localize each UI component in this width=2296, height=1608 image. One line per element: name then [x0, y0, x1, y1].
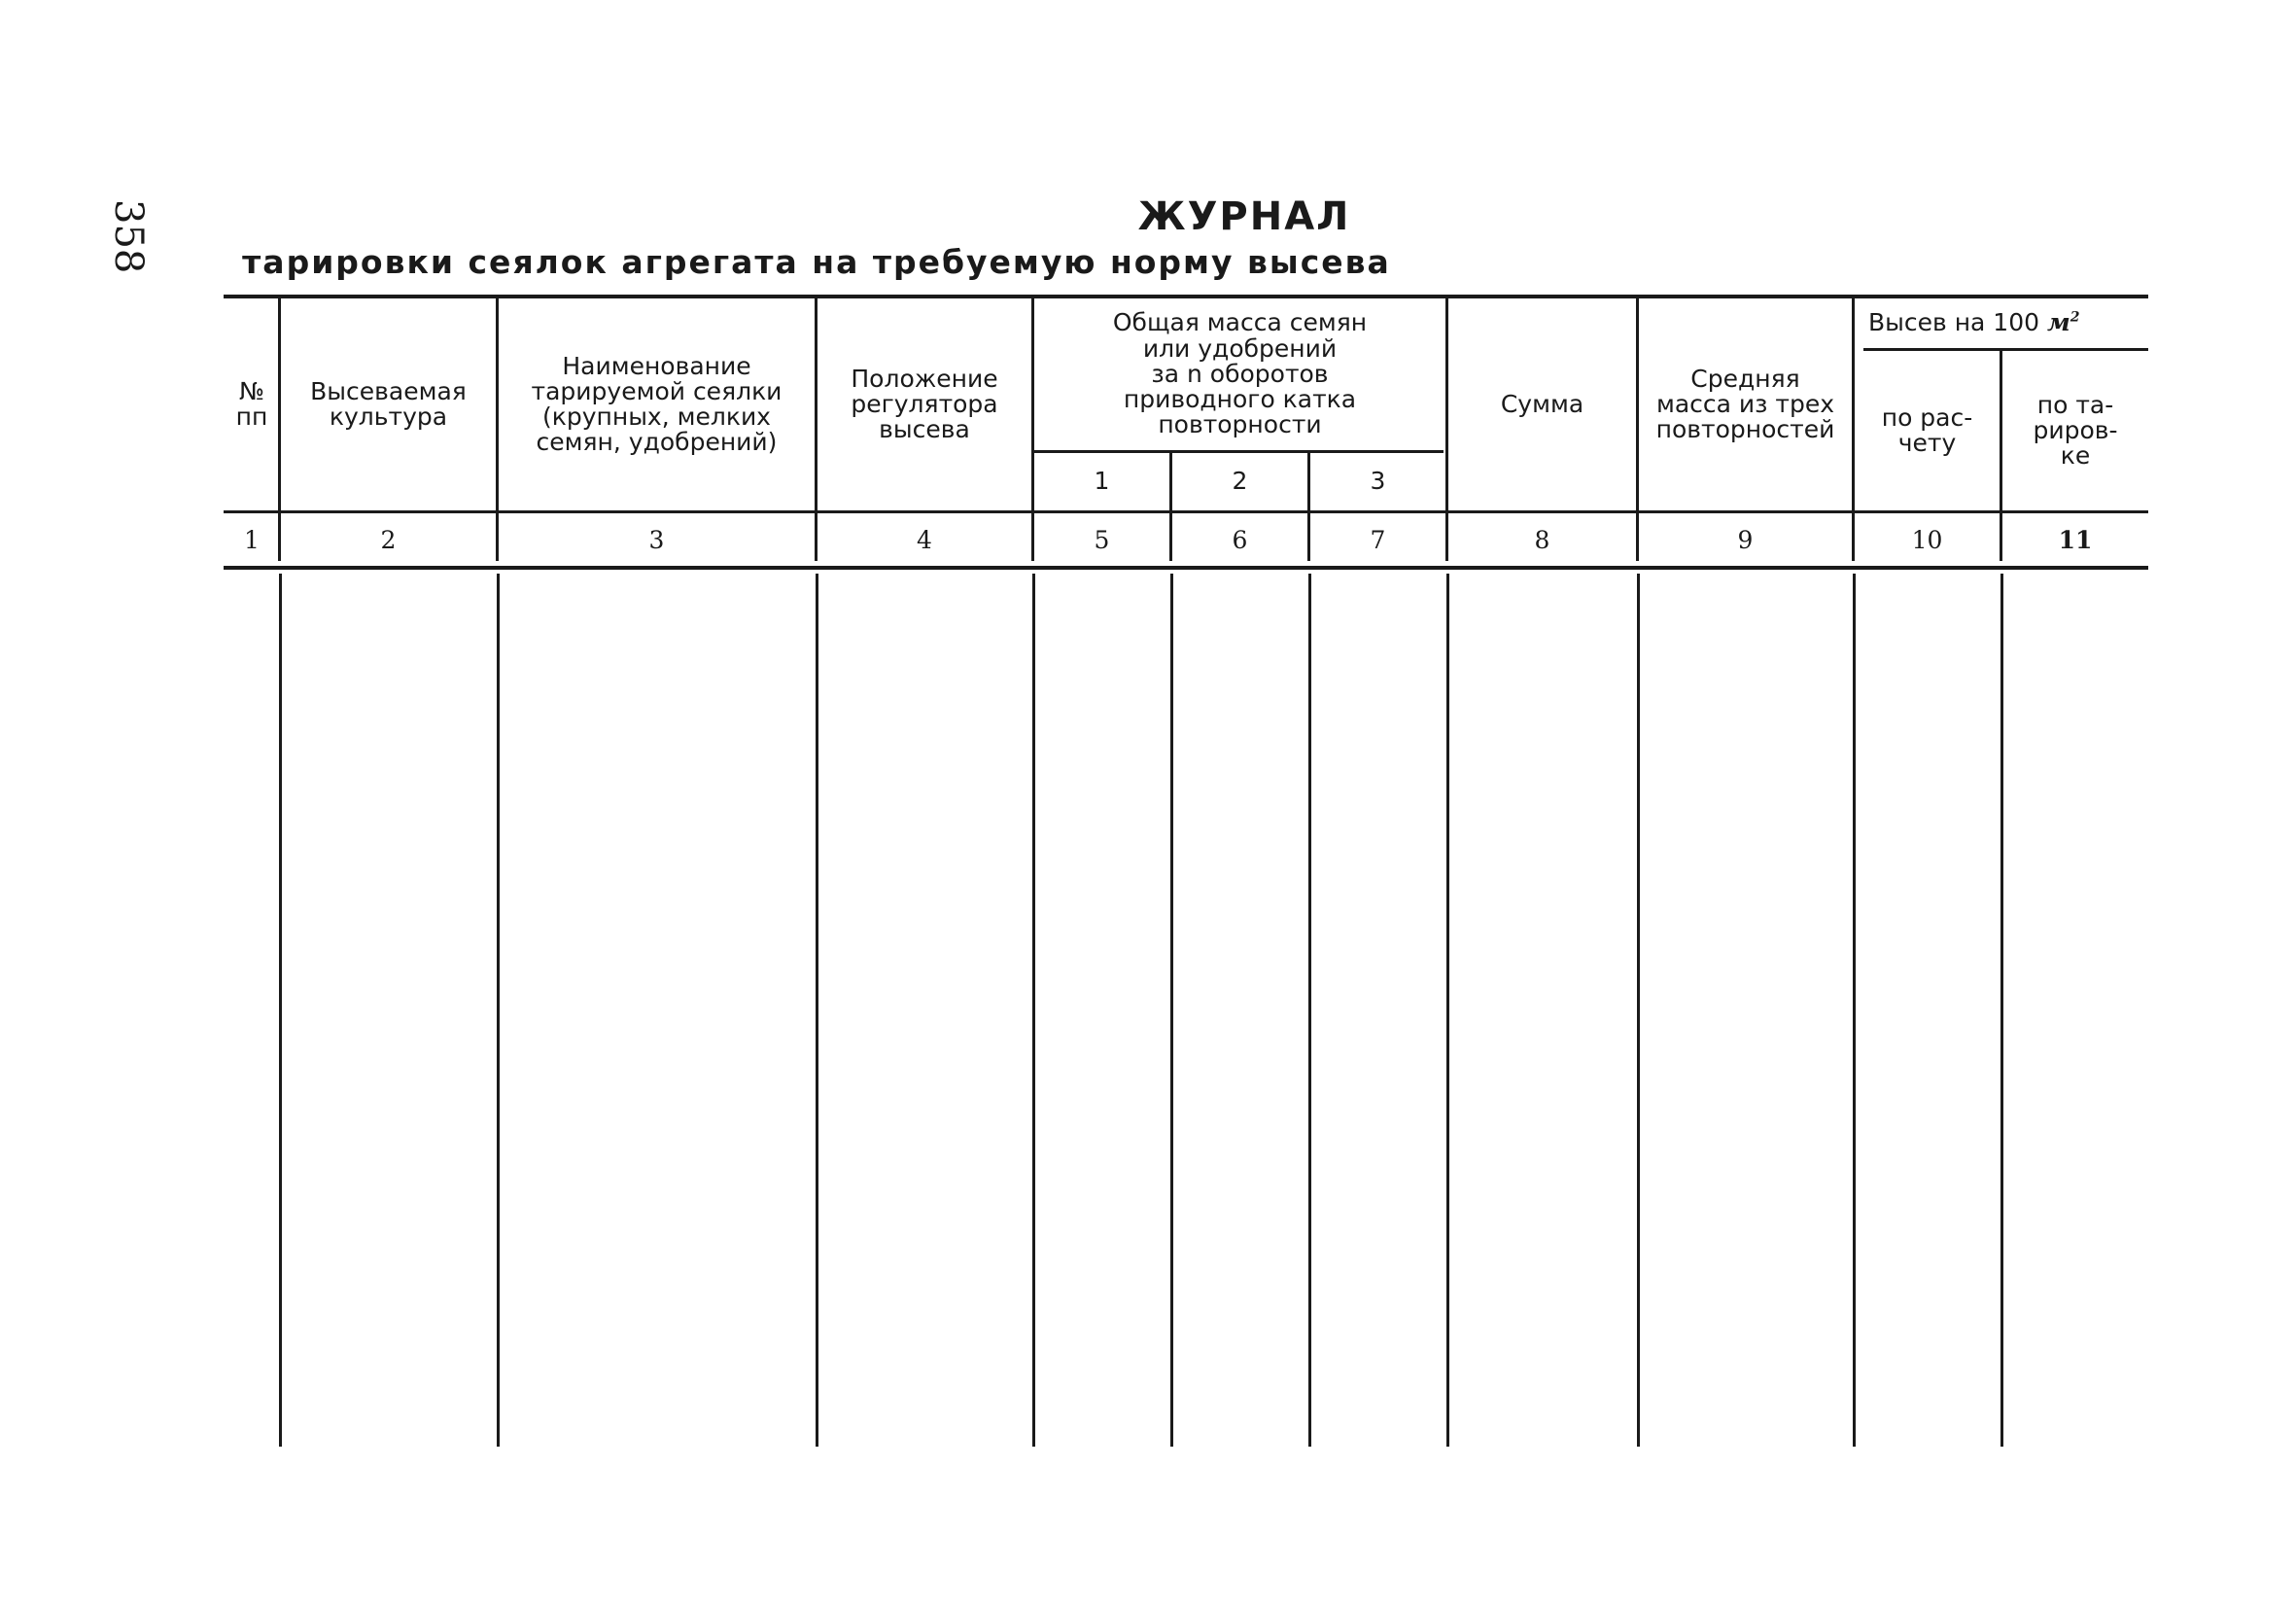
header-repeat-1: 1: [1094, 467, 1110, 496]
column-number-2: 2: [380, 525, 397, 554]
body-column-divider: [1308, 574, 1311, 1447]
body-column-divider: [1446, 574, 1449, 1447]
header-crop: Высеваемая культура: [310, 376, 467, 431]
header-sowing-text: Высев на 100: [1868, 308, 2040, 337]
body-column-divider: [1170, 574, 1173, 1447]
column-number-5: 5: [1094, 525, 1110, 554]
column-number-10: 10: [1911, 525, 1943, 554]
header-average-mass: Средняя масса из трех повторностей: [1655, 364, 1835, 444]
header-repeat-2: 2: [1232, 467, 1248, 496]
body-column-divider: [1032, 574, 1035, 1447]
column-number-7: 7: [1370, 525, 1386, 554]
header-sowing-group: [1855, 298, 2148, 348]
numbers-bottom-rule: [224, 566, 2148, 570]
column-number-8: 8: [1534, 525, 1550, 554]
header-sowing-calculated: по рас- чету: [1881, 402, 1973, 457]
header-total-mass-group: Общая масса семян или удобрений за n оборотов приводного катка повторности: [1112, 308, 1368, 439]
header-seeder-name: Наименование тарируемой сеялки (крупных, мелких семян, удобрений): [531, 351, 783, 457]
body-column-divider: [816, 574, 818, 1447]
column-number-1: 1: [244, 525, 260, 554]
page-number: 358: [106, 199, 151, 274]
header-sowing-calibrated: по та- риров- ке: [2033, 390, 2118, 471]
body-column-divider: [1637, 574, 1640, 1447]
header-row-number: № пп: [235, 376, 268, 431]
body-column-divider: [1853, 574, 1856, 1447]
body-column-divider: [497, 574, 500, 1447]
document-subtitle: тарировки сеялок агрегата на требуемую норму высева: [242, 243, 1391, 281]
column-number-9: 9: [1737, 525, 1754, 554]
column-number-4: 4: [917, 525, 932, 554]
body-column-divider: [2000, 574, 2003, 1447]
column-number-3: 3: [648, 525, 665, 554]
header-regulator-position: Положение регулятора высева: [851, 364, 998, 444]
column-number-11: 11: [2058, 525, 2093, 554]
body-column-divider: [279, 574, 282, 1447]
header-sum: Сумма: [1500, 389, 1584, 418]
header-repeat-3: 3: [1370, 467, 1386, 496]
header-sowing-unit: $м^2$: [2046, 308, 2080, 337]
column-number-6: 6: [1232, 525, 1248, 554]
document-title: ЖУРНАЛ: [1137, 194, 1351, 239]
